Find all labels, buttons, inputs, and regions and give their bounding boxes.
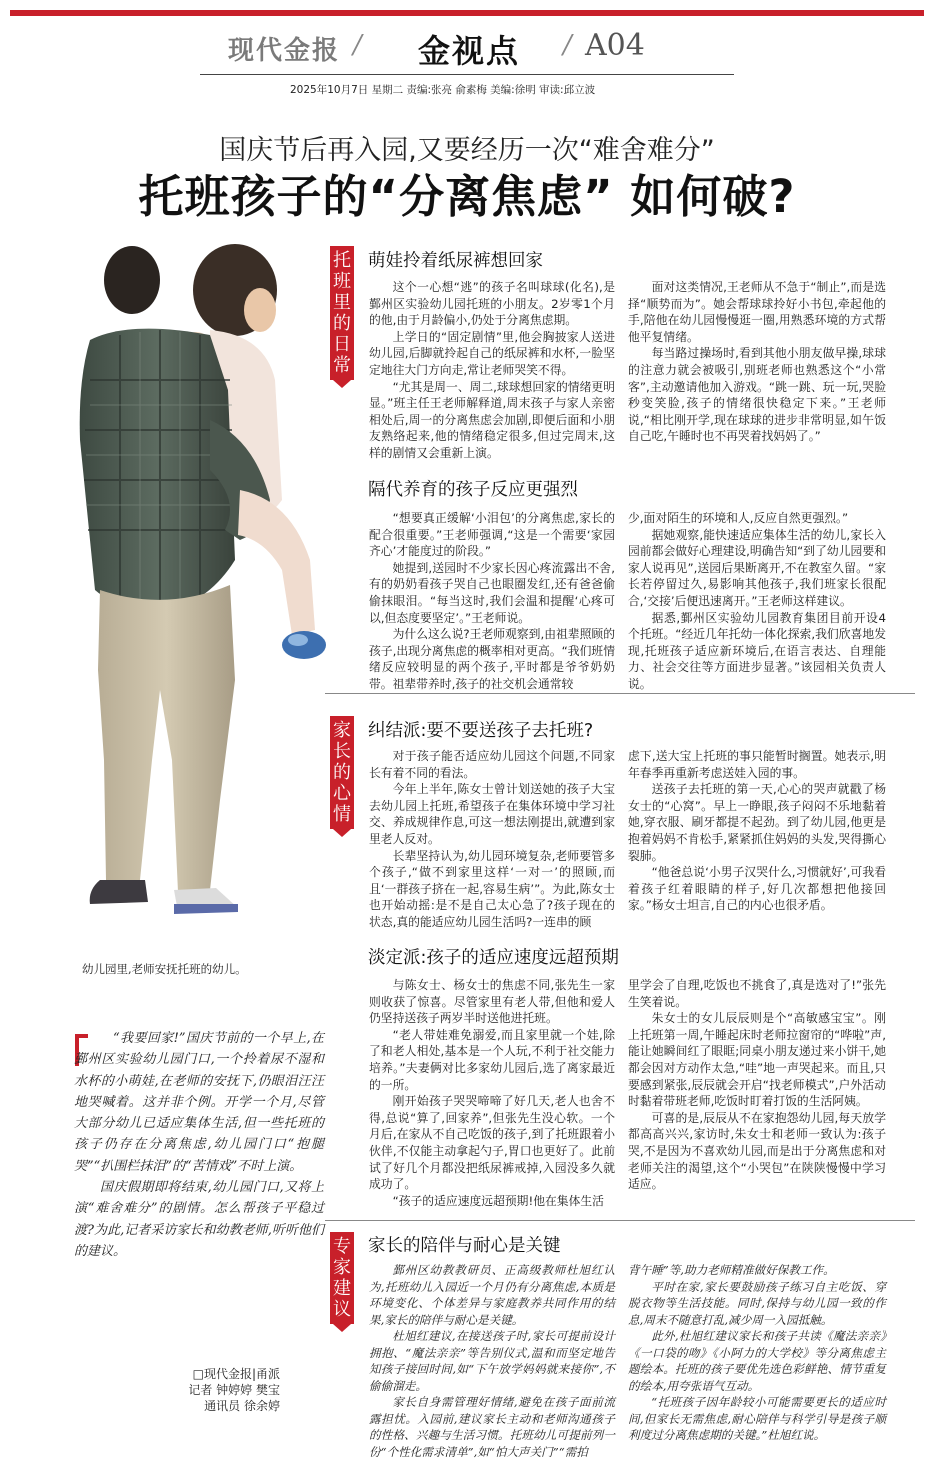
article-column — [369, 977, 615, 1209]
paragraph: 可喜的是,辰辰从不在家抱怨幼儿园,每天放学都高高兴兴,家访时,朱女士和老师一致认为:孩子哭,不是因为不喜欢幼儿园,而是出于分离焦虑和对老师关注的渴望,这个“小哭包”在陕陕慢慢中学习适应。 — [628, 1110, 886, 1192]
paragraph: 每当路过操场时,看到其他小朋友做早操,球球的注意力就会被吸引,别班老师也熟悉这个“小常客”,主动邀请他加入游戏。“跳一跳、玩一玩,哭脸秒变笑脸,孩子的情绪很快稳定下来。”王老师说,“相比刚开学,现在球球的进步非常明显,如午饭自己吃,午睡时也不再哭着找妈妈了。” — [628, 346, 886, 444]
paragraph: 送孩子去托班的第一天,心心的哭声就戳了杨女士的“心窝”。早上一睁眼,孩子闷闷不乐地黏着她,穿衣服、刷牙都提不起劲。到了幼儿园,他更是抱着妈妈不肯松手,紧紧抓住妈妈的头发,哭得撕心裂肺。 — [628, 782, 886, 863]
page-number: A04 — [585, 28, 645, 63]
section-label-daily — [330, 246, 354, 380]
paragraph: “老人带娃难免溺爱,而且家里就一个娃,除了和老人相处,基本是一个人玩,不利于社交能力培养。”夫妻俩对比多家幼儿园后,选了离家最近的一所。 — [369, 1027, 615, 1092]
article-column — [369, 1262, 615, 1460]
subhead: 家长的陪伴与耐心是关键 — [368, 1236, 561, 1256]
paragraph: 少,面对陌生的环境和人,反应自然更强烈。” — [628, 511, 849, 525]
byline-correspondent: 通讯员 徐余婷 — [204, 1399, 280, 1413]
section-name: 金视点 — [418, 32, 521, 70]
paragraph: 据她观察,能快速适应集体生活的幼儿,家长入园前都会做好心理建设,明确告知“到了幼儿园要和家人说再见”,送园后果断离开,不在教室久留。“家长若停留过久,易影响其他孩子,我们班家长很配合,‘交接’后便迅速离开。”王老师这样建议。 — [628, 527, 886, 608]
article-column — [628, 748, 886, 914]
subhead: 萌娃拎着纸尿裤想回家 — [368, 251, 543, 271]
paragraph: 面对这类情况,王老师从不急于“制止”,而是选择“顺势而为”。她会帮球球拎好小书包,牵起他的手,陪他在幼儿园慢慢逛一圈,用熟悉环境的方式帮他平复情绪。 — [628, 280, 886, 344]
lead-text: 国庆假期即将结束,幼儿园门口,又将上演“难舍难分”的剧情。怎么帮孩子平稳过渡?为此,记者采访家长和幼教老师,听听他们的建议。 — [74, 1180, 324, 1259]
paragraph: 背午睡”等,助力老师精准做好保教工作。 — [628, 1263, 835, 1277]
section-label-expert — [330, 1232, 354, 1324]
article-column — [369, 279, 615, 462]
kicker-title: 国庆节后再入园,又要经历一次“难舍难分” — [219, 135, 715, 166]
subhead: 纠结派:要不要送孩子去托班? — [368, 721, 594, 741]
paragraph: 为什么这么说?王老师观察到,由祖辈照顾的孩子,出现分离焦虑的概率相对更高。“我们班情绪反应较明显的两个孩子,平时都是爷爷奶奶带。祖辈带养时,孩子的社交机会通常较 — [369, 627, 615, 691]
issue-meta: 2025年10月7日 星期二 责编:张亮 俞素梅 美编:徐明 审读:邱立波 — [290, 84, 596, 96]
paragraph: 与陈女士、杨女士的焦虑不同,张先生一家则收获了惊喜。尽管家里有老人带,但他和爱人仍坚持送孩子两岁半时送他进托班。 — [369, 978, 615, 1026]
section-divider — [325, 1220, 915, 1221]
paragraph: 家长自身需管理好情绪,避免在孩子面前流露担忧。入园前,建议家长主动和老师沟通孩子的性格、兴趣与生活习惯。托班幼儿可提前列一份“个性化需求清单”,如“怕大声关门”“需拍 — [369, 1395, 615, 1459]
masthead-slash: / — [563, 30, 572, 60]
byline — [150, 1366, 280, 1414]
masthead-slash: / — [353, 30, 362, 60]
paragraph: 刚开始孩子哭哭啼啼了好几天,老人也舍不得,总说“算了,回家养”,但张先生没心软。一个月后,在家从不自己吃饭的孩子,到了托班跟着小伙伴,不仅能主动拿起勺子,胃口也更好了。此前试了好几个月都没把纸尿裤戒掉,入园没多久就成功了。 — [369, 1094, 615, 1192]
section-label-text: 家 长 的 心 情 — [333, 720, 351, 825]
lead-text: “我要回家!”国庆节前的一个早上,在鄞州区实验幼儿园门口,一个拎着尿不湿和水杯的小萌娃,在老师的安抚下,仍眼泪汪汪地哭喊着。这并非个例。开学一个月,尽管大部分幼儿已适应集体生活,但一些托班的孩子仍存在分离焦虑,幼儿园门口“抱腿哭”“扒围栏抹泪”的“苦情戏”不时上演。 — [74, 1031, 324, 1174]
masthead-red-bar — [10, 10, 924, 16]
subhead: 隔代养育的孩子反应更强烈 — [368, 480, 578, 500]
section-label-text: 托 班 里 的 日 常 — [333, 250, 351, 376]
paragraph: 平时在家,家长要鼓励孩子练习自主吃饭、穿脱衣物等生活技能。同时,保持与幼儿园一致的作息,周末不随意打乱,减少周一入园抵触。 — [628, 1279, 886, 1327]
paragraph: 朱女士的女儿辰辰则是个“高敏感宝宝”。刚上托班第一周,午睡起床时老师拉窗帘的“哗啦”声,能让她瞬间红了眼眶;同桌小朋友递过来小饼干,她都会因对方动作太急,“哇”地一声哭起来。而且,只要感到紧张,辰辰就会开启“找老师模式”,户外活动时黏着带班老师,吃饭时盯着打饭的生活阿姨。 — [628, 1011, 886, 1109]
paragraph: 她提到,送园时不少家长因心疼流露出不舍,有的奶奶看孩子哭自己也眼圈发红,还有爸爸偷偷抹眼泪。“每当这时,我们会温和提醒‘心疼可以,但态度要坚定’。”王老师说。 — [369, 560, 615, 625]
main-headline: 托班孩子的“分离焦虑” 如何破? — [138, 170, 796, 223]
article-column — [628, 977, 886, 1193]
paragraph: 今年上半年,陈女士曾计划送她的孩子大宝去幼儿园上托班,希望孩子在集体环境中学习社交、养成规律作息,可这一想法刚提出,就遭到家里老人反对。 — [369, 782, 615, 846]
paragraph: 这个一心想“逃”的孩子名叫球球(化名),是鄞州区实验幼儿园托班的小朋友。2岁零1个月的他,由于月龄偏小,仍处于分离焦虑期。 — [369, 280, 615, 328]
subhead: 淡定派:孩子的适应速度远超预期 — [368, 948, 619, 968]
section-label-parents — [330, 716, 354, 829]
article-column — [628, 1262, 886, 1444]
article-column — [628, 279, 886, 445]
paragraph: 对于孩子能否适应幼儿园这个问题,不同家长有着不同的看法。 — [369, 749, 615, 780]
paragraph: 虑下,送大宝上托班的事只能暂时搁置。她表示,明年春季再重新考虑送娃入园的事。 — [628, 749, 886, 780]
paragraph: 上学日的“固定剧情”里,他会胸披家人送进幼儿园,后脚就拎起自己的纸尿裤和水杯,一脸坚定地往大门方向走,常让老师哭笑不得。 — [369, 329, 615, 377]
byline-reporters: 记者 钟婷婷 樊宝 — [188, 1383, 280, 1397]
paragraph: 里学会了自理,吃饭也不挑食了,真是选对了!”张先生笑着说。 — [628, 978, 886, 1009]
paragraph: “想要真正缓解‘小泪包’的分离焦虑,家长的配合很重要。”王老师强调,“这是一个需要‘家园齐心’才能度过的阶段。” — [369, 511, 615, 559]
paragraph: 鄞州区幼教教研员、正高级教师杜旭红认为,托班幼儿入园近一个月仍有分离焦虑,本质是环境变化、个体差异与家庭教养共同作用的结果,家长的陪伴与耐心是关键。 — [369, 1263, 615, 1327]
paragraph: “孩子的适应速度远超预期!他在集体生活 — [392, 1193, 604, 1208]
paragraph: “托班孩子因年龄较小可能需要更长的适应时间,但家长无需焦虑,耐心陪伴与科学引导是孩子顺利度过分离焦虑期的关键。”杜旭红说。 — [628, 1395, 886, 1442]
paragraph: “他爸总说‘小男子汉哭什么,习惯就好’,可我看着孩子红着眼睛的样子,好几次都想把他接回家。”杨女士坦言,自己的内心也很矛盾。 — [628, 865, 886, 913]
photo-caption: 幼儿园里,老师安抚托班的幼儿。 — [82, 962, 247, 976]
masthead-rule — [200, 74, 734, 75]
lead-paragraph — [74, 1028, 324, 1262]
article-column — [369, 748, 615, 931]
section-label-text: 专 家 建 议 — [333, 1236, 351, 1320]
paragraph: 据悉,鄞州区实验幼儿园教育集团目前开设4个托班。“经近几年托幼一体化探索,我们欣喜地发现,托班孩子适应新环境后,在语言表达、自理能力、社会交往等方面进步显著。”该园相关负责人说。 — [628, 610, 886, 691]
paragraph: 此外,杜旭红建议家长和孩子共读《魔法亲亲》《一口袋的吻》《小阿力的大学校》等分离焦虑主题绘本。托班的孩子要优先选色彩鲜艳、情节重复的绘本,用夸张语气互动。 — [628, 1329, 886, 1393]
paragraph: 长辈坚持认为,幼儿园环境复杂,老师要管多个孩子,“做不到家里这样‘一对一’的照顾,而且‘一群孩子挤在一起,容易生病’”。为此,陈女士也开始动摇:是不是自己太心急了?孩子现在的状态,真的能适应幼儿园生活吗?一连串的顾 — [369, 848, 615, 929]
article-column — [369, 510, 615, 693]
paper-name: 现代金报 — [228, 36, 341, 66]
news-photo — [60, 240, 350, 940]
section-divider — [325, 693, 915, 694]
byline-source: □现代金报|甬派 — [192, 1367, 280, 1381]
article-column — [628, 510, 886, 693]
paragraph: 杜旭红建议,在接送孩子时,家长可提前设计拥抱、“魔法亲亲”等告别仪式,温和而坚定地告知孩子接回时间,如“下午放学妈妈就来接你”,不偷偷溜走。 — [369, 1329, 615, 1393]
paragraph: “尤其是周一、周二,球球想回家的情绪更明显。”班主任王老师解释道,周末孩子与家人亲密相处后,周一的分离焦虑会加剧,即便后面和小朋友熟络起来,他的情绪稳定很多,但过完周末,这样的剧情又会重新上演。 — [369, 379, 615, 460]
